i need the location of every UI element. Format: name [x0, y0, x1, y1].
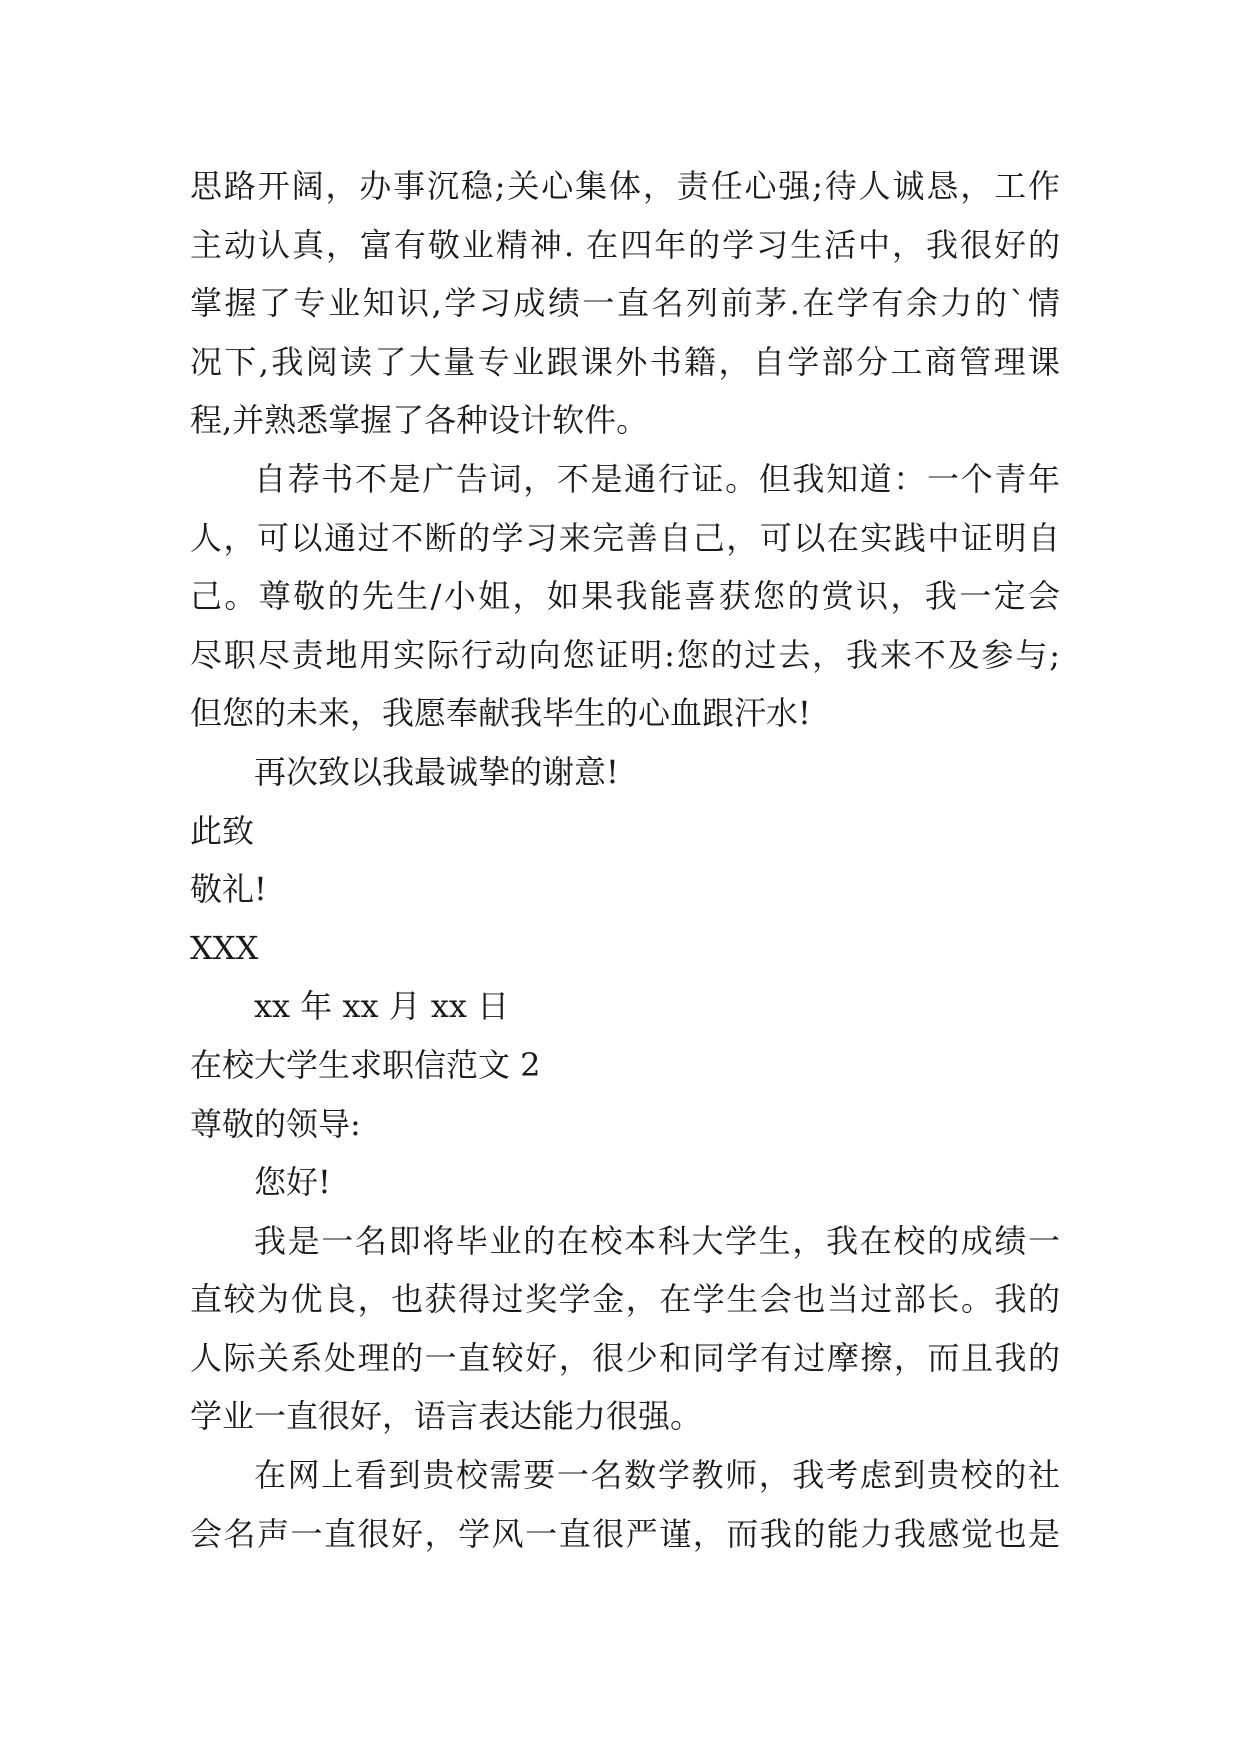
text-line: xx 年 xx 月 xx 日 [254, 987, 510, 1026]
text-line: 思路开阔，办事沉稳;关心集体，责任心强;待人诚恳，工作 [190, 167, 1060, 205]
text-line: 况下,我阅读了大量专业跟课外书籍，自学部分工商管理课 [190, 342, 1060, 381]
text-line: 我是一名即将毕业的在校本科大学生，我在校的成绩一 [254, 1221, 1060, 1260]
text-line: 掌握了专业知识,学习成绩一直名列前茅.在学有余力的`情 [190, 284, 1060, 323]
text-line: 此致 [190, 811, 255, 850]
document-page [190, 157, 1060, 1563]
text-line: XXX [190, 928, 259, 967]
text-line: 会名声一直很好，学风一直很严谨，而我的能力我感觉也是 [190, 1514, 1060, 1553]
text-line: 程,并熟悉掌握了各种设计软件。 [190, 401, 649, 440]
text-line: 己。尊敬的先生/小姐，如果我能喜获您的赏识，我一定会 [190, 577, 1060, 616]
text-line: 主动认真，富有敬业精神. 在四年的学习生活中，我很好的 [190, 225, 1060, 264]
text-line: 但您的未来，我愿奉献我毕生的心血跟汗水! [190, 694, 811, 733]
text-line: 人，可以通过不断的学习来完善自己，可以在实践中证明自 [190, 518, 1060, 557]
text-line: 您好! [254, 1163, 331, 1202]
text-line: 敬礼! [190, 870, 267, 909]
text-line: 直较为优良，也获得过奖学金，在学生会也当过部长。我的 [190, 1280, 1060, 1319]
text-line: 在校大学生求职信范文 2 [190, 1045, 541, 1084]
document-body [190, 157, 1060, 1563]
text-line: 学业一直很好，语言表达能力很强。 [190, 1397, 703, 1436]
text-line: 尊敬的领导: [190, 1104, 361, 1143]
text-line: 自荐书不是广告词，不是通行证。但我知道：一个青年 [254, 459, 1060, 498]
text-line: 在网上看到贵校需要一名数学教师，我考虑到贵校的社 [254, 1456, 1060, 1495]
text-line: 尽职尽责地用实际行动向您证明:您的过去，我来不及参与; [190, 635, 1060, 674]
text-line: 人际关系处理的一直较好，很少和同学有过摩擦，而且我的 [190, 1338, 1060, 1377]
text-line: 再次致以我最诚挚的谢意! [254, 752, 619, 791]
